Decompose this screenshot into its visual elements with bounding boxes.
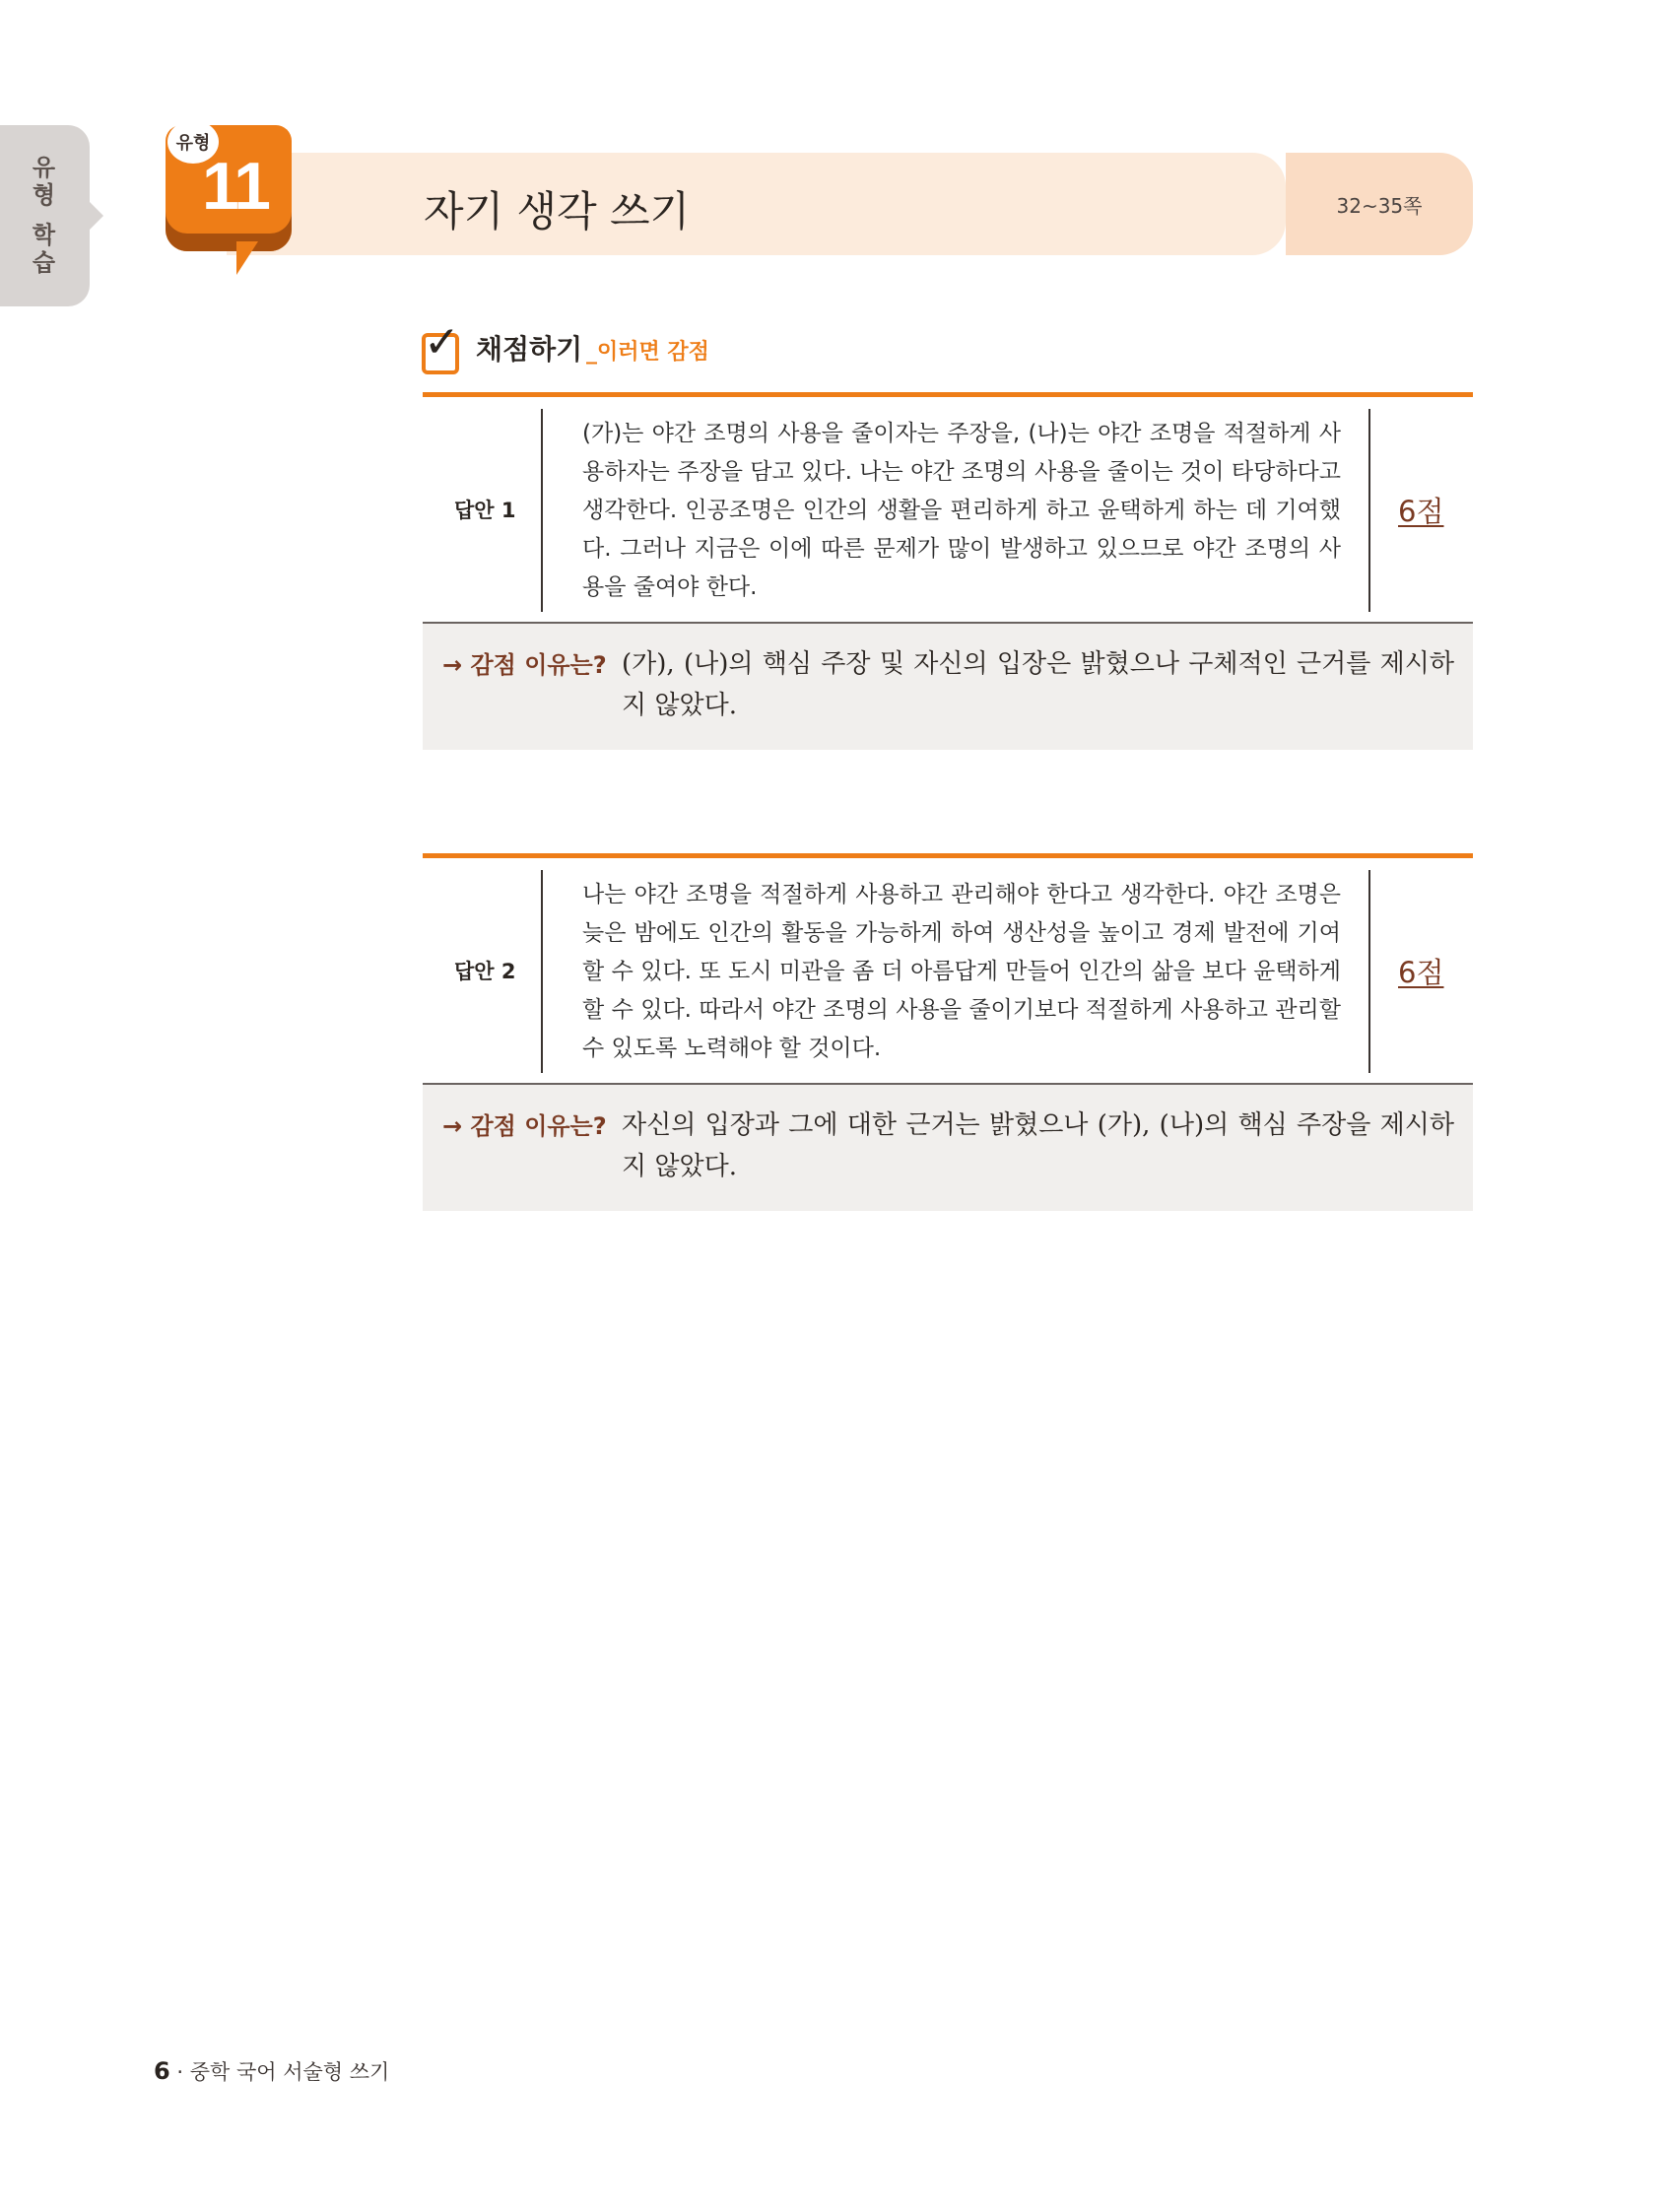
page-number: 6	[154, 2057, 170, 2085]
answer-label: 답안 1	[454, 499, 516, 522]
badge-label: 유형	[167, 120, 219, 164]
column-divider	[1368, 409, 1370, 612]
page-range: 32~35쪽	[1286, 153, 1473, 255]
answer-row	[423, 397, 1473, 622]
answer-row	[423, 858, 1473, 1083]
answer-text: (가)는 야간 조명의 사용을 줄이자는 주장을, (나)는 야간 조명을 적절하게 사용하자는 주장을 담고 있다. 나는 야간 조명의 사용을 줄이는 것이 타당하다고 생각한다. 인공조명은 인간의 생활을 편리하게 하고 윤택하게 하는 데 기여했다. 그러나 지금은 이에 따른 문제가 많이 발생하고 있으므로 야간 조명의 사용을 줄여야 한다.	[582, 421, 1341, 600]
answer-block-1	[423, 392, 1473, 750]
badge-number: 11	[202, 149, 269, 224]
deduction-reason	[423, 1083, 1473, 1211]
tab-notch	[90, 202, 103, 230]
answer-text: 나는 야간 조명을 적절하게 사용하고 관리해야 한다고 생각한다. 야간 조명은 늦은 밤에도 인간의 활동을 가능하게 하여 생산성을 높이고 경제 발전에 기여할 수 있다. 또 도시 미관을 좀 더 아름답게 만들어 인간의 삶을 보다 윤택하게 할 수 있다. 따라서 야간 조명의 사용을 줄이기보다 적절하게 사용하고 관리할 수 있도록 노력해야 할 것이다.	[582, 882, 1341, 1061]
reason-text: (가), (나)의 핵심 주장 및 자신의 입장은 밝혔으나 구체적인 근거를 제시하지 않았다.	[622, 649, 1454, 720]
deduction-reason	[423, 622, 1473, 750]
reason-label: → 감점 이유는?	[442, 1112, 607, 1140]
book-title: · 중학 국어 서술형 쓰기	[176, 2060, 390, 2084]
page-title: 자기 생각 쓰기	[424, 187, 691, 235]
side-section-tab	[0, 125, 90, 306]
answer-score: 6점	[1398, 494, 1444, 528]
section-heading: 채점하기	[476, 333, 583, 366]
column-divider	[1368, 870, 1370, 1073]
column-divider	[541, 870, 543, 1073]
page-footer	[154, 2056, 389, 2086]
section-subheading: _이러면 감점	[586, 340, 709, 365]
column-divider	[541, 409, 543, 612]
reason-text: 자신의 입장과 그에 대한 근거는 밝혔으나 (가), (나)의 핵심 주장을 제시하지 않았다.	[622, 1110, 1454, 1181]
side-tab-label: 유형 학습	[28, 155, 55, 278]
title-bar	[227, 153, 1286, 255]
answer-label: 답안 2	[454, 960, 516, 983]
answer-block-2	[423, 853, 1473, 1211]
checkmark-icon: ✓	[424, 317, 460, 368]
answer-score: 6점	[1398, 955, 1444, 989]
reason-label: → 감점 이유는?	[442, 651, 607, 679]
badge-tail	[236, 241, 258, 275]
